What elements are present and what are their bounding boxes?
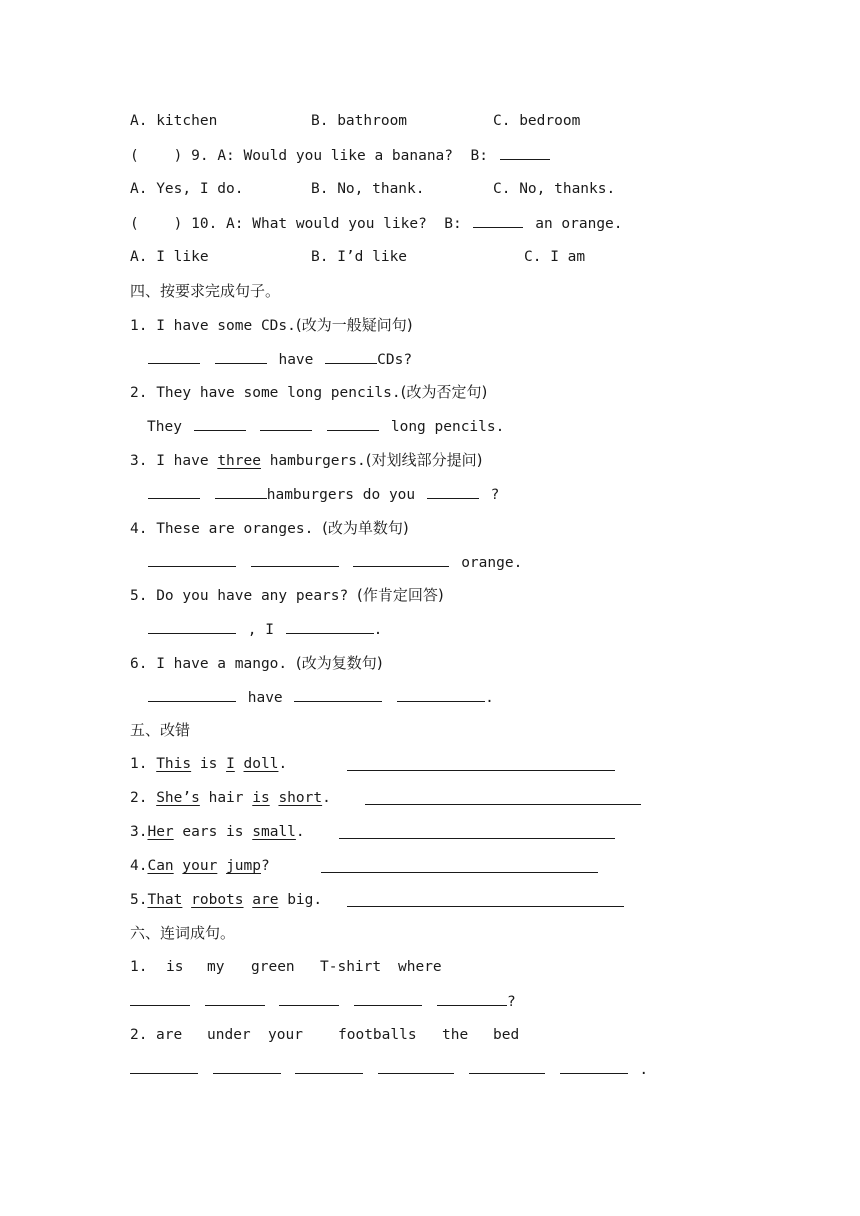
blank[interactable] [251,551,339,567]
s5-q4-number: 4. [130,858,148,874]
blank[interactable] [294,686,382,702]
s4-q2-end: long pencils. [390,419,505,435]
s4-q5-instruction: (作肯定回答) [356,586,444,604]
q9-number: ( ) 9. [130,148,209,164]
s6-q2-word: footballs [338,1027,417,1043]
s4-q2-instruction: (改为否定句) [400,383,488,401]
s5-q4-underlined-2: your [182,858,218,874]
blank[interactable] [325,348,377,364]
s4-q1 [130,314,413,337]
q10-question [130,212,623,235]
s4-q6 [130,652,383,675]
q9-answer-blank[interactable] [500,144,550,160]
s4-q1-answer [145,348,412,371]
q9-option-c: C. No, thanks. [493,181,616,197]
section4-heading: 四、按要求完成句子。 [130,282,281,300]
s5-q1-number: 1. [130,756,148,772]
s4-q3-end: ? [490,487,500,503]
s6-q1-word: my [207,959,225,975]
s4-q5 [130,584,444,607]
q10-option-c: C. I am [524,249,586,265]
q8-option-a: A. kitchen [130,113,218,129]
blank[interactable] [397,686,485,702]
q9-option-b: B. No, thank. [311,181,425,197]
s6-q2-word: under [207,1027,251,1043]
s5-q5-answer-line[interactable] [347,906,624,907]
blank[interactable] [354,990,422,1006]
s4-q5-sentence: 5. Do you have any pears? [130,588,349,604]
s5-q1-underlined-2: I [226,756,235,772]
s6-q2-end: . [639,1062,649,1078]
s4-q1-end: CDs? [377,352,413,368]
blank[interactable] [194,415,246,431]
s6-q1-word: green [251,959,295,975]
blank[interactable] [148,483,200,499]
s4-q6-instruction: (改为复数句) [295,654,383,672]
s4-q3-word: hamburgers do you [266,487,416,503]
s5-q3-text: ears is [182,824,244,840]
s5-q2-number: 2. [130,790,148,806]
s5-q2-answer-line[interactable] [365,804,641,805]
s6-q2-word: the [442,1027,469,1043]
blank[interactable] [295,1058,363,1074]
s4-q1-word: have [278,352,314,368]
s6-q1-number: 1. [130,959,148,975]
s5-q5-number: 5. [130,892,148,908]
blank[interactable] [427,483,479,499]
s6-q2-word: are [156,1027,183,1043]
s5-q4-underlined-1: Can [147,858,174,874]
s5-q1-text: is [199,756,218,772]
s6-q2-answer [130,1058,648,1081]
blank[interactable] [560,1058,628,1074]
s4-q4-instruction: (改为单数句) [322,519,409,537]
blank[interactable] [205,990,265,1006]
s5-q3-number: 3. [130,824,148,840]
s5-q4-underlined-3: jump [226,858,261,874]
s4-q5-word: , I [247,622,274,638]
s5-q3-underlined-1: Her [147,824,174,840]
s4-q6-answer [145,686,494,709]
s5-q5-underlined-2: robots [191,892,244,908]
s5-q2-underlined-3: short [278,790,323,806]
q8-option-c: C. bedroom [493,113,581,129]
s4-q2 [130,381,487,404]
blank[interactable] [260,415,312,431]
s4-q5-answer [145,618,382,641]
blank[interactable] [148,618,236,634]
q8-option-b: B. bathroom [311,113,408,129]
s4-q3-pre: 3. I have [130,453,209,469]
s4-q3-underlined: three [217,453,261,469]
q10-option-b: B. I’d like [311,249,408,265]
s6-q2-word: your [268,1027,303,1043]
s5-q2-underlined-2: is [252,790,270,806]
section5-heading: 五、改错 [130,721,191,739]
s5-q2-end: . [322,790,331,806]
s5-q5-end: big. [287,892,323,908]
s4-q6-word: have [247,690,283,706]
s4-q2-word: They [147,419,182,435]
s6-q1-end: ? [506,994,516,1010]
s6-q1-word: T-shirt [320,959,382,975]
s4-q3-answer [145,483,499,506]
s5-q2-underlined-1: She’s [156,790,200,806]
s5-q1 [130,753,287,775]
s5-q1-end: . [278,756,288,772]
s4-q6-end: . [485,690,494,706]
blank[interactable] [353,551,449,567]
s4-q4-end: orange. [461,555,523,571]
q10-tail: an orange. [535,216,623,232]
s4-q3 [130,449,482,472]
blank[interactable] [148,551,236,567]
blank[interactable] [148,348,200,364]
s4-q5-end: . [373,622,383,638]
s5-q4 [130,855,270,877]
q10-answer-blank[interactable] [473,212,523,228]
q10-number: ( ) 10. [130,216,218,232]
s4-q4-sentence: 4. These are oranges. [130,521,314,537]
blank[interactable] [213,1058,281,1074]
blank[interactable] [327,415,379,431]
s5-q3 [130,821,305,843]
s5-q4-answer-line[interactable] [321,872,598,873]
s5-q2 [130,787,331,809]
blank[interactable] [148,686,236,702]
s4-q3-post: hamburgers. [269,453,366,469]
s4-q3-instruction: (对划线部分提问) [365,451,483,469]
s4-q2-answer [147,415,504,438]
blank[interactable] [130,990,190,1006]
s6-q1-word: is [166,959,184,975]
s5-q5-underlined-1: That [147,892,183,908]
blank[interactable] [130,1058,198,1074]
s5-q3-end: . [295,824,305,840]
q10-text: A: What would you like? B: [226,216,462,232]
blank[interactable] [215,348,267,364]
blank[interactable] [215,483,267,499]
s5-q3-answer-line[interactable] [339,838,615,839]
q9-option-a: A. Yes, I do. [130,181,244,197]
s6-q2-word: bed [493,1027,520,1043]
s6-q1-answer [130,990,516,1013]
s4-q4 [130,517,409,540]
blank[interactable] [286,618,374,634]
q9-text: A: Would you like a banana? B: [217,148,488,164]
blank[interactable] [279,990,339,1006]
blank[interactable] [437,990,507,1006]
s5-q3-underlined-2: small [252,824,296,840]
s4-q6-sentence: 6. I have a mango. [130,656,288,672]
s5-q5-underlined-3: are [252,892,279,908]
section6-heading: 六、连词成句。 [130,924,236,942]
s5-q5 [130,889,322,911]
s5-q1-underlined-3: doll [243,756,279,772]
s5-q1-answer-line[interactable] [347,770,615,771]
s5-q2-text: hair [208,790,244,806]
s6-q1-word: where [398,959,442,975]
q10-option-a: A. I like [130,249,209,265]
s4-q4-answer [145,551,522,574]
s6-q2-number: 2. [130,1027,148,1043]
q9-question [130,144,553,167]
s4-q1-instruction: (改为一般疑问句) [295,316,413,334]
s4-q2-sentence: 2. They have some long pencils. [130,385,401,401]
blank[interactable] [378,1058,454,1074]
s5-q1-underlined-1: This [156,756,192,772]
s5-q4-end: ? [260,858,270,874]
s4-q1-sentence: 1. I have some CDs. [130,318,296,334]
blank[interactable] [469,1058,545,1074]
